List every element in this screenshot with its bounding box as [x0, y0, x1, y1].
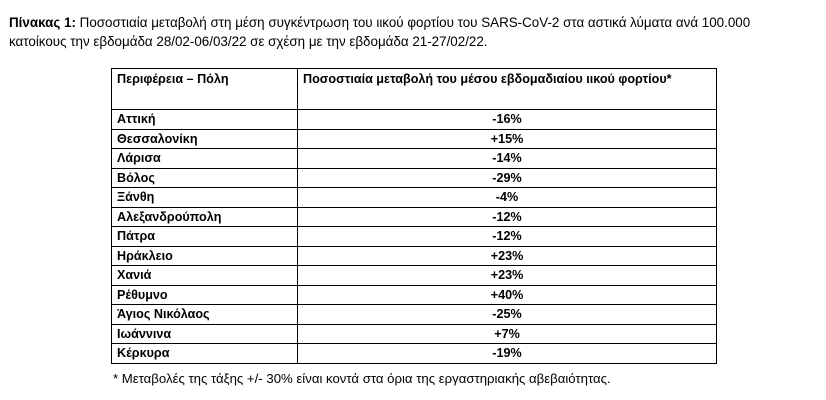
table-header-row — [112, 69, 717, 110]
table-row — [112, 344, 717, 364]
region-cell: Αττική — [112, 110, 298, 130]
change-cell: -16% — [298, 110, 717, 130]
change-cell: -29% — [298, 168, 717, 188]
change-cell: -14% — [298, 149, 717, 169]
change-cell: -25% — [298, 305, 717, 325]
region-cell: Πάτρα — [112, 227, 298, 247]
caption-text: Ποσοστιαία μεταβολή στη μέση συγκέντρωση του ιικού φορτίου του SARS-CoV-2 στα αστικά λύματα ανά 100.000 κατοίκους την εβδομάδα 28/02-06/03/22 σε σχέση με την εβδομάδα 21-27/02/22. — [9, 15, 751, 49]
region-cell: Θεσσαλονίκη — [112, 129, 298, 149]
region-cell: Χανιά — [112, 266, 298, 286]
table-row — [112, 188, 717, 208]
region-cell: Ξάνθη — [112, 188, 298, 208]
table-row — [112, 168, 717, 188]
header-region: Περιφέρεια – Πόλη — [112, 69, 298, 110]
change-cell: +23% — [298, 246, 717, 266]
viral-load-table — [111, 68, 717, 364]
region-cell: Βόλος — [112, 168, 298, 188]
region-cell: Αλεξανδρούπολη — [112, 207, 298, 227]
table-row — [112, 285, 717, 305]
header-change: Ποσοστιαία μεταβολή του μέσου εβδομαδιαίου ιικού φορτίου* — [298, 69, 717, 110]
region-cell: Άγιος Νικόλαος — [112, 305, 298, 325]
table-row — [112, 149, 717, 169]
caption-label: Πίνακας 1: — [9, 15, 76, 30]
change-cell: -19% — [298, 344, 717, 364]
change-cell: +23% — [298, 266, 717, 286]
region-cell: Ρέθυμνο — [112, 285, 298, 305]
change-cell: -12% — [298, 207, 717, 227]
table-row — [112, 227, 717, 247]
table-row — [112, 207, 717, 227]
change-cell: +7% — [298, 324, 717, 344]
change-cell: +15% — [298, 129, 717, 149]
footnote: * Μεταβολές της τάξης +/- 30% είναι κοντά στα όρια της εργαστηριακής αβεβαιότητας. — [113, 371, 611, 386]
table-row — [112, 110, 717, 130]
region-cell: Κέρκυρα — [112, 344, 298, 364]
table-row — [112, 246, 717, 266]
table-row — [112, 129, 717, 149]
region-cell: Λάρισα — [112, 149, 298, 169]
change-cell: -4% — [298, 188, 717, 208]
table-row — [112, 305, 717, 325]
table-caption — [9, 13, 809, 51]
region-cell: Ιωάννινα — [112, 324, 298, 344]
table-row — [112, 324, 717, 344]
table-row — [112, 266, 717, 286]
change-cell: -12% — [298, 227, 717, 247]
region-cell: Ηράκλειο — [112, 246, 298, 266]
change-cell: +40% — [298, 285, 717, 305]
